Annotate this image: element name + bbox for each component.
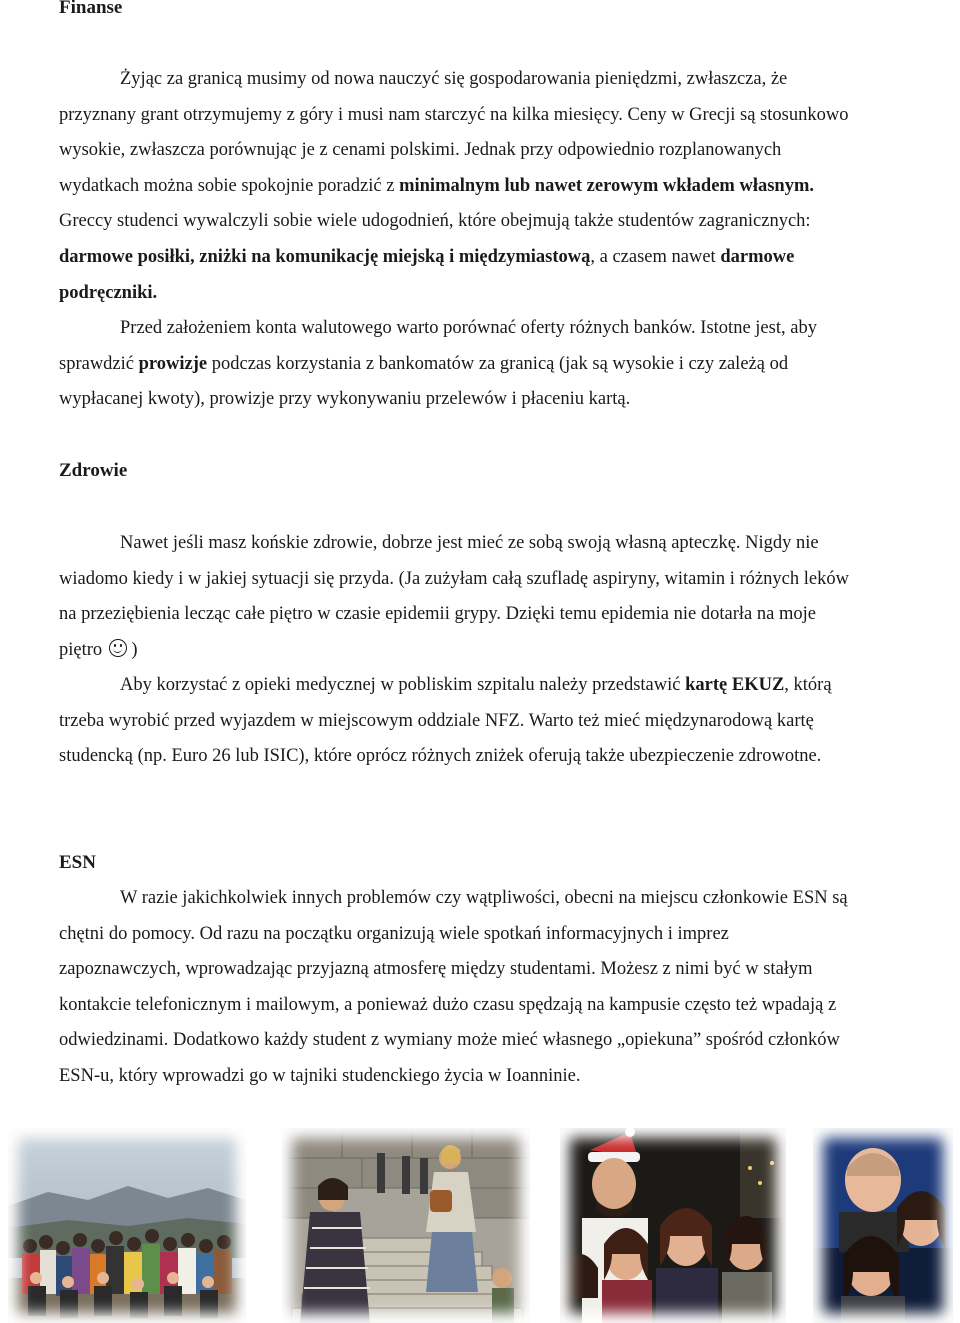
group-photo-hilltop bbox=[8, 1128, 246, 1323]
zdrowie-paragraph-1: Nawet jeśli masz końskie zdrowie, dobrze jest mieć ze sobą swoją własną apteczkę. Nigdy nie wiadomo kiedy i w jakiej sytuacji się przyda. (Ja zużyłam całą szufladę aspiryny, witamin i różnych leków na przeziębienia lecząc całe piętro w czasie epidemii grypy. Dzięki temu epidemia nie dotarła na moje piętro ) bbox=[59, 533, 849, 660]
photo-stone-stairs bbox=[282, 1128, 530, 1323]
photo-christmas-party bbox=[560, 1128, 786, 1323]
section-title-esn: ESN bbox=[59, 852, 96, 873]
photo-friends-closeup bbox=[813, 1128, 953, 1323]
esn-paragraph: W razie jakichkolwiek innych problemów czy wątpliwości, obecni na miejscu członkowie ESN są chętni do pomocy. Od razu na początku organizują wiele spotkań informacyjnych i imprez zapoznawczych, wprowadzając przyjazną atmosferę między studentami. Możesz z nimi być w stałym kontakcie telefonicznym i mailowym, a ponieważ dużo czasu spędzają na kampusie często też wpadają z odwiedzinami. Dodatkowo każdy student z wymiany może mieć własnego „opiekuna” spośród członków ESN-u, który wprowadzi go w tajniki studenckiego życia w Ioanninie. bbox=[59, 888, 848, 1086]
zdrowie-paragraph-2: Aby korzystać z opieki medycznej w pobliskim szpitalu należy przedstawić kartę EKUZ, którą trzeba wyrobić przed wyjazdem w miejscowym oddziale NFZ. Warto też mieć międzynarodową kartę studencką (np. Euro 26 lub ISIC), które oprócz różnych zniżek oferują także ubezpieczenie zdrowotne. bbox=[59, 675, 832, 767]
section-title-finanse: Finanse bbox=[59, 0, 123, 18]
finanse-paragraph-1: Żyjąc za granicą musimy od nowa nauczyć się gospodarowania pieniędzmi, zwłaszcza, że przyznany grant otrzymujemy z góry i musi nam starczyć na kilka miesięcy. Ceny w Grecji są stosunkowo wysokie, zwłaszcza porównując je z cenami polskimi. Jednak przy odpowiednio rozplanowanych wydatkach można sobie spokojnie poradzić z minimalnym lub nawet zerowym wkładem własnym. Greccy studenci wywalczyli sobie wiele udogodnień, które obejmują także studentów zagranicznych: darmowe posiłki, zniżki na komunikację miejską i międzymiastową, a czasem nawet darmowe podręczniki. bbox=[59, 69, 849, 303]
smiley-face-icon bbox=[109, 639, 127, 657]
section-title-zdrowie: Zdrowie bbox=[59, 460, 128, 481]
finanse-paragraph-2: Przed założeniem konta walutowego warto porównać oferty różnych banków. Istotne jest, aby sprawdzić prowizje podczas korzystania z bankomatów za granicą (jak są wysokie i czy zależą od wypłacanej kwoty), prowizje przy wykonywaniu przelewów i płaceniu kartą. bbox=[59, 318, 817, 410]
photo-strip bbox=[0, 1128, 960, 1323]
